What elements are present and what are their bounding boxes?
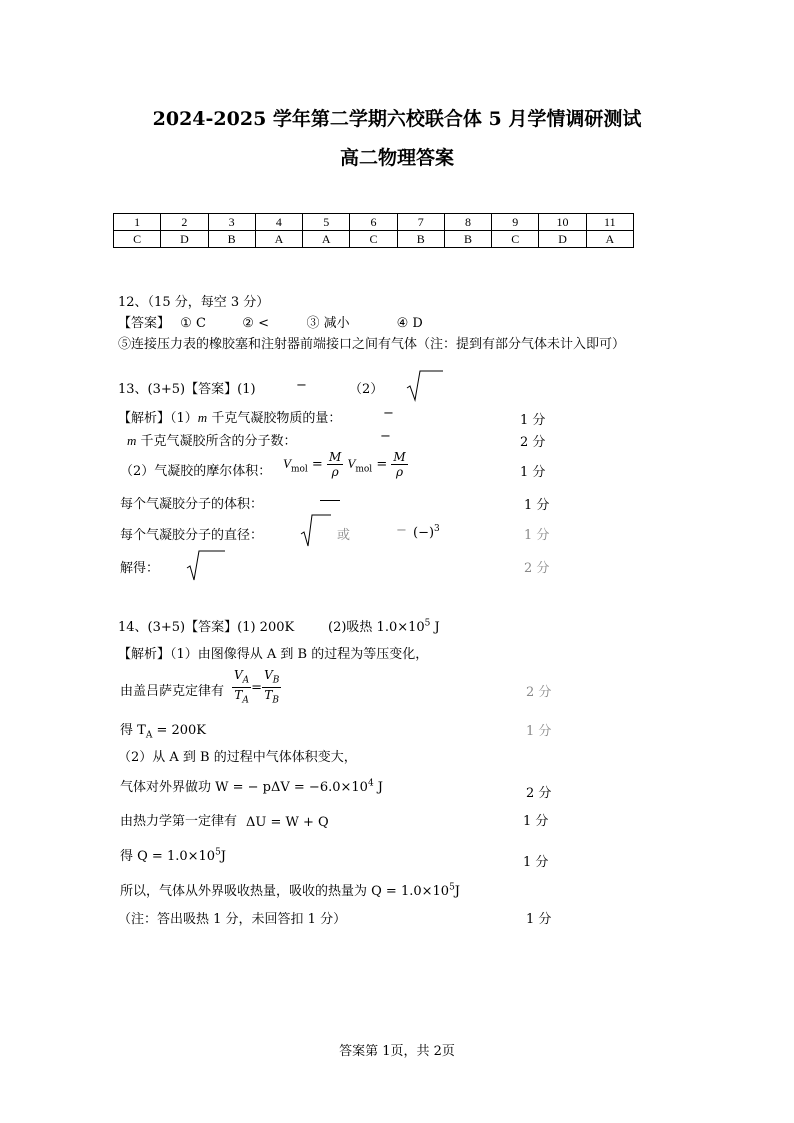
text: 气体对外界做功 W = − pΔV = −6.0×10 (120, 780, 368, 795)
vmol-symbol: V (347, 456, 356, 471)
q13-l1-text: 千克气凝胶物质的量： (207, 411, 342, 426)
value: = 200K (152, 723, 206, 738)
document-title: 2024-2025 学年第二学期六校联合体 5 月学情调研测试 (152, 108, 642, 130)
page-footer: 答案第 1页，共 2页 (339, 1044, 455, 1059)
q13-l1-var: m (197, 410, 208, 425)
question-number: 7 (397, 214, 444, 231)
q14-l2-text: 由盖吕萨克定律有 (120, 684, 225, 699)
q12-answer-4: ④ D (396, 316, 423, 331)
exponent: 5 (424, 618, 431, 629)
q13-l6-score: 2 分 (524, 561, 550, 576)
q13-part2-label: （2） (349, 382, 384, 397)
vmol-sub: mol (355, 464, 373, 475)
q12-answer-line (118, 312, 423, 331)
answer-cell: B (397, 231, 444, 248)
q14-l6-score: 1 分 (523, 814, 549, 829)
q13-l6-text: 解得： (120, 561, 160, 576)
exponent: 5 (215, 847, 221, 858)
sub: A (145, 730, 153, 741)
answer-cell: C (114, 231, 161, 248)
q13-l2-text: 千克气凝胶所含的分子数： (136, 434, 297, 449)
q12-answer-1: ① C (180, 316, 206, 331)
q14-l5 (120, 776, 383, 795)
frac-num: M (328, 450, 342, 464)
question-number: 2 (161, 214, 208, 231)
question-number: 8 (444, 214, 491, 231)
document-subtitle: 高二物理答案 (339, 147, 454, 169)
heading-part2-text: (2)吸热 1.0×10 (328, 620, 425, 635)
q14-l9-score: 1 分 (526, 912, 552, 927)
equals-sign: = (307, 457, 327, 472)
q13-l5-text: 每个气凝胶分子的直径： (120, 528, 264, 543)
frac-den: ρ (395, 465, 404, 479)
vmol-sub: mol (290, 464, 308, 475)
question-number: 11 (586, 214, 633, 231)
unit: J (220, 849, 227, 864)
answer-cell: A (255, 231, 302, 248)
q13-analysis-label: 【解析】 (118, 411, 171, 426)
unit: J (430, 620, 440, 635)
q12-heading: 12、（15 分，每空 3 分） (118, 295, 270, 310)
q13-l5-dash: − (396, 523, 407, 538)
sqrt-symbol-icon (186, 550, 226, 586)
answer-cell: A (303, 231, 350, 248)
q14-l7 (120, 845, 226, 864)
text: 所以，气体从外界吸收热量，吸收的热量为 Q = 1.0×10 (120, 884, 450, 899)
q14-l8 (120, 880, 460, 899)
answer-table (113, 213, 634, 248)
q14-gay-lussac-eq: $\frac{V_A}{T_A}$ = $\frac{V_B}{T_B}$ (234, 668, 280, 706)
exponent: 5 (449, 882, 455, 893)
var: T (264, 688, 273, 703)
q13-l1-score: 1 分 (520, 413, 546, 428)
q14-l3-score: 1 分 (526, 724, 552, 739)
frac-den: ρ (331, 465, 339, 479)
q13-analysis-line-2 (127, 430, 297, 449)
q13-l3-text: （2）气凝胶的摩尔体积： (120, 464, 272, 479)
q14-l6-text: 由热力学第一定律有 (120, 814, 238, 829)
answer-cell: C (350, 231, 397, 248)
sub: A (242, 675, 250, 686)
var: V (234, 668, 243, 682)
q12-answer-2: ② < (242, 316, 269, 331)
sqrt-symbol-icon (300, 514, 332, 552)
answer-cell: C (492, 231, 539, 248)
q13-answer-1-dash: − (296, 378, 307, 393)
question-number: 10 (539, 214, 586, 231)
q14-heading-part2 (328, 616, 440, 635)
answer-table-number-row (114, 214, 634, 231)
q13-l4-text: 每个气凝胶分子的体积： (120, 497, 264, 512)
q14-l5-score: 2 分 (526, 786, 552, 801)
q14-l6-eq: ΔU = W + Q (246, 815, 329, 830)
q12-answer-3: ③ 减小 (306, 316, 350, 331)
paren-expression: (−) (413, 525, 435, 541)
q13-l4-score: 1 分 (524, 498, 550, 513)
answer-cell: A (586, 231, 633, 248)
equals-sign: = (372, 457, 392, 472)
q13-l2-score: 2 分 (520, 435, 546, 450)
question-number: 9 (492, 214, 539, 231)
vb-over-tb-fraction (262, 668, 281, 708)
q12-answer-label: 【答案】 (118, 316, 171, 331)
answer-cell: B (444, 231, 491, 248)
question-number: 1 (114, 214, 161, 231)
unit: J (454, 884, 461, 899)
answer-cell: B (208, 231, 255, 248)
question-number: 5 (303, 214, 350, 231)
m-over-rho-fraction (391, 450, 407, 479)
var: V (264, 668, 273, 682)
frac-num: M (393, 450, 406, 464)
q12-answer-5: ⑤连接压力表的橡胶塞和注射器前端接口之间有气体（注：提到有部分气体未计入即可） (118, 337, 626, 352)
q13-l2-dash: − (380, 429, 391, 444)
sub: B (272, 675, 280, 686)
q13-l1-prefix: （1） (170, 411, 198, 426)
q13-l5-paren (413, 524, 440, 540)
text: 得 Q = 1.0×10 (120, 849, 216, 864)
question-number: 3 (208, 214, 255, 231)
q14-l2-score: 2 分 (526, 685, 552, 700)
q13-heading: 13、(3+5)【答案】(1) (118, 382, 256, 397)
q13-l3-score: 1 分 (520, 465, 546, 480)
question-number: 6 (350, 214, 397, 231)
m-over-rho-fraction (327, 450, 343, 479)
q14-l9-note: （注：答出吸热 1 分，未回答扣 1 分） (118, 912, 347, 927)
fraction-bar (320, 500, 340, 501)
sub: A (242, 695, 249, 706)
cube-exponent: 3 (434, 524, 440, 534)
q13-l5-or: 或 (337, 528, 351, 543)
unit: J (373, 780, 384, 795)
q14-heading: 14、(3+5)【答案】(1) 200K (118, 620, 295, 635)
text: 得 T (120, 723, 146, 738)
q14-l3 (120, 719, 206, 741)
q13-l1-dash: − (383, 406, 394, 421)
q14-l4: （2）从 A 到 B 的过程中气体体积变大， (118, 750, 357, 765)
q14-l1: 【解析】（1）由图像得从 A 到 B 的过程为等压变化， (118, 647, 429, 662)
q14-l7-score: 1 分 (523, 855, 549, 870)
var: T (234, 688, 243, 703)
q13-molar-volume-eq (283, 450, 408, 479)
sub: B (272, 695, 280, 706)
answer-table-answer-row (114, 231, 634, 248)
answer-cell: D (161, 231, 208, 248)
sqrt-symbol-icon (406, 370, 444, 406)
q13-analysis-line-1 (118, 407, 341, 426)
q13-l5-score: 1 分 (524, 528, 550, 543)
q13-l2-var: m (127, 433, 137, 448)
answer-cell: D (539, 231, 586, 248)
va-over-ta-fraction (232, 668, 251, 708)
question-number: 4 (255, 214, 302, 231)
exponent: 4 (367, 778, 374, 789)
vmol-symbol: V (283, 456, 291, 471)
